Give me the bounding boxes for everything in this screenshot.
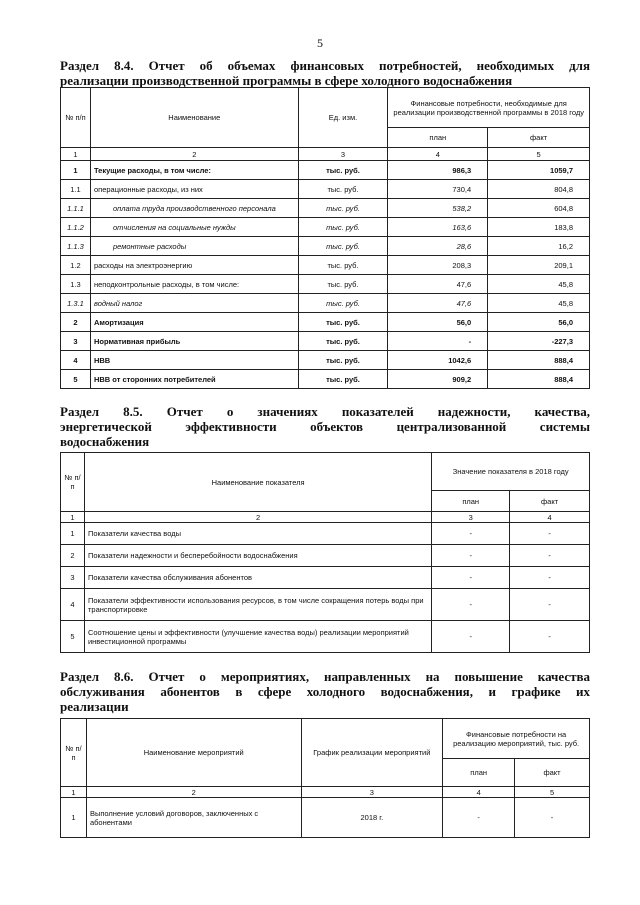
row-schedule: 2018 г. bbox=[301, 798, 443, 838]
table-row bbox=[61, 294, 590, 313]
row-num: 1.1 bbox=[61, 180, 91, 199]
row-fact: 45,8 bbox=[488, 294, 590, 313]
row-num: 2 bbox=[61, 545, 85, 567]
index-cell: 4 bbox=[443, 787, 515, 798]
index-cell: 4 bbox=[510, 512, 590, 523]
row-unit: тыс. руб. bbox=[298, 370, 388, 389]
row-name: НВВ bbox=[90, 351, 298, 370]
row-unit: тыс. руб. bbox=[298, 180, 388, 199]
row-num: 3 bbox=[61, 567, 85, 589]
index-cell: 5 bbox=[488, 148, 590, 161]
index-cell: 1 bbox=[61, 787, 87, 798]
row-fact: - bbox=[510, 589, 590, 621]
row-fact: 183,8 bbox=[488, 218, 590, 237]
row-fact: 604,8 bbox=[488, 199, 590, 218]
table-row bbox=[61, 313, 590, 332]
row-unit: тыс. руб. bbox=[298, 161, 388, 180]
row-unit: тыс. руб. bbox=[298, 313, 388, 332]
row-fact: 45,8 bbox=[488, 275, 590, 294]
row-unit: тыс. руб. bbox=[298, 332, 388, 351]
row-name: операционные расходы, из них bbox=[90, 180, 298, 199]
index-cell: 2 bbox=[86, 787, 301, 798]
row-unit: тыс. руб. bbox=[298, 351, 388, 370]
row-num: 5 bbox=[61, 621, 85, 653]
row-plan: - bbox=[432, 589, 510, 621]
row-num: 3 bbox=[61, 332, 91, 351]
row-fact: 56,0 bbox=[488, 313, 590, 332]
table-row bbox=[61, 218, 590, 237]
section-8-5-title bbox=[60, 404, 590, 449]
row-name: водный налог bbox=[90, 294, 298, 313]
row-name: отчисления на социальные нужды bbox=[90, 218, 298, 237]
column-index-row bbox=[61, 512, 590, 523]
col-fact-header: факт bbox=[510, 491, 590, 512]
row-unit: тыс. руб. bbox=[298, 218, 388, 237]
row-plan: 1042,6 bbox=[388, 351, 488, 370]
section-8-6-title-line1: Раздел 8.6. Отчет о мероприятиях, направленных на повышение качества bbox=[60, 669, 590, 684]
row-name: Показатели качества воды bbox=[84, 523, 431, 545]
row-plan: - bbox=[432, 545, 510, 567]
col-schedule-header: График реализации мероприятий bbox=[301, 719, 443, 787]
row-fact: 804,8 bbox=[488, 180, 590, 199]
table-row bbox=[61, 370, 590, 389]
index-cell: 3 bbox=[432, 512, 510, 523]
row-num: 1.1.3 bbox=[61, 237, 91, 256]
col-name-header: Наименование показателя bbox=[84, 453, 431, 512]
row-plan: - bbox=[432, 567, 510, 589]
table-row bbox=[61, 523, 590, 545]
table-row bbox=[61, 621, 590, 653]
row-plan: - bbox=[388, 332, 488, 351]
table-row bbox=[61, 589, 590, 621]
table-row bbox=[61, 237, 590, 256]
section-8-4-title bbox=[60, 58, 590, 88]
row-unit: тыс. руб. bbox=[298, 237, 388, 256]
table-row bbox=[61, 180, 590, 199]
row-fact: - bbox=[510, 567, 590, 589]
row-plan: - bbox=[432, 523, 510, 545]
table-row bbox=[61, 199, 590, 218]
section-8-6-title-line3: реализации bbox=[60, 699, 129, 714]
col-value-header: Значение показателя в 2018 году bbox=[432, 453, 590, 491]
page-number: 5 bbox=[317, 36, 323, 50]
row-name: НВВ от сторонних потребителей bbox=[90, 370, 298, 389]
row-name: Нормативная прибыль bbox=[90, 332, 298, 351]
table-row bbox=[61, 161, 590, 180]
table-row bbox=[61, 275, 590, 294]
row-num: 2 bbox=[61, 313, 91, 332]
row-name: Показатели надежности и бесперебойности водоснабжения bbox=[84, 545, 431, 567]
col-fin-header: Финансовые потребности на реализацию мероприятий, тыс. руб. bbox=[443, 719, 590, 759]
table-row bbox=[61, 567, 590, 589]
index-cell: 1 bbox=[61, 148, 91, 161]
row-name: Показатели эффективности использования ресурсов, в том числе сокращения потерь воды при транспортировке bbox=[84, 589, 431, 621]
section-8-4-title-line2: реализации производственной программы в сфере холодного водоснабжения bbox=[60, 73, 513, 88]
table-row bbox=[61, 351, 590, 370]
row-plan: 730,4 bbox=[388, 180, 488, 199]
col-unit-header: Ед. изм. bbox=[298, 88, 388, 148]
row-num: 5 bbox=[61, 370, 91, 389]
financial-needs-table bbox=[60, 87, 590, 389]
index-cell: 3 bbox=[301, 787, 443, 798]
row-name: Показатели качества обслуживания абонентов bbox=[84, 567, 431, 589]
row-num: 1 bbox=[61, 523, 85, 545]
section-8-4-title-line1: Раздел 8.4. Отчет об объемах финансовых потребностей, необходимых для bbox=[60, 58, 590, 73]
index-cell: 2 bbox=[90, 148, 298, 161]
row-num: 1.3 bbox=[61, 275, 91, 294]
column-index-row bbox=[61, 787, 590, 798]
index-cell: 5 bbox=[515, 787, 590, 798]
row-unit: тыс. руб. bbox=[298, 294, 388, 313]
row-fact: 209,1 bbox=[488, 256, 590, 275]
column-index-row bbox=[61, 148, 590, 161]
row-plan: 538,2 bbox=[388, 199, 488, 218]
col-plan-header: план bbox=[388, 128, 488, 148]
row-name: ремонтные расходы bbox=[90, 237, 298, 256]
row-num: 1.3.1 bbox=[61, 294, 91, 313]
index-cell: 1 bbox=[61, 512, 85, 523]
row-num: 4 bbox=[61, 589, 85, 621]
row-name: Амортизация bbox=[90, 313, 298, 332]
section-8-5-title-line3: водоснабжения bbox=[60, 434, 150, 449]
section-8-6-title bbox=[60, 669, 590, 714]
col-num-header: № п/п bbox=[61, 453, 85, 512]
row-plan: 208,3 bbox=[388, 256, 488, 275]
row-fact: - bbox=[510, 621, 590, 653]
table-row bbox=[61, 798, 590, 838]
table-row bbox=[61, 256, 590, 275]
row-num: 4 bbox=[61, 351, 91, 370]
col-num-header: № п/п bbox=[61, 719, 87, 787]
row-fact: -227,3 bbox=[488, 332, 590, 351]
index-cell: 2 bbox=[84, 512, 431, 523]
col-plan-header: план bbox=[443, 759, 515, 787]
row-fact: 888,4 bbox=[488, 370, 590, 389]
row-plan: 56,0 bbox=[388, 313, 488, 332]
row-unit: тыс. руб. bbox=[298, 199, 388, 218]
col-name-header: Наименование bbox=[90, 88, 298, 148]
col-fact-header: факт bbox=[515, 759, 590, 787]
row-name: Текущие расходы, в том числе: bbox=[90, 161, 298, 180]
col-fin-header: Финансовые потребности, необходимые для реализации производственной программы в 2018 году bbox=[388, 88, 590, 128]
row-plan: 47,6 bbox=[388, 294, 488, 313]
section-8-5-title-line1: Раздел 8.5. Отчет о значениях показателей надежности, качества, bbox=[60, 404, 590, 419]
row-name: Выполнение условий договоров, заключенных с абонентами bbox=[86, 798, 301, 838]
section-8-6-title-line2: обслуживания абонентов в сфере холодного водоснабжения, и графике их bbox=[60, 684, 590, 699]
measures-table bbox=[60, 718, 590, 838]
row-plan: 47,6 bbox=[388, 275, 488, 294]
row-plan: 909,2 bbox=[388, 370, 488, 389]
row-num: 1.1.1 bbox=[61, 199, 91, 218]
row-fact: - bbox=[510, 545, 590, 567]
col-fact-header: факт bbox=[488, 128, 590, 148]
row-name: неподконтрольные расходы, в том числе: bbox=[90, 275, 298, 294]
index-cell: 3 bbox=[298, 148, 388, 161]
table-row bbox=[61, 332, 590, 351]
row-fact: - bbox=[515, 798, 590, 838]
row-num: 1.1.2 bbox=[61, 218, 91, 237]
row-unit: тыс. руб. bbox=[298, 275, 388, 294]
row-name: оплата труда производственного персонала bbox=[90, 199, 298, 218]
index-cell: 4 bbox=[388, 148, 488, 161]
row-plan: 163,6 bbox=[388, 218, 488, 237]
row-plan: - bbox=[432, 621, 510, 653]
row-plan: - bbox=[443, 798, 515, 838]
row-num: 1.2 bbox=[61, 256, 91, 275]
row-fact: 16,2 bbox=[488, 237, 590, 256]
section-8-5-title-line2: энергетической эффективности объектов централизованной системы bbox=[60, 419, 590, 434]
row-num: 1 bbox=[61, 161, 91, 180]
col-plan-header: план bbox=[432, 491, 510, 512]
row-fact: 1059,7 bbox=[488, 161, 590, 180]
row-num: 1 bbox=[61, 798, 87, 838]
row-plan: 28,6 bbox=[388, 237, 488, 256]
col-name-header: Наименование мероприятий bbox=[86, 719, 301, 787]
row-fact: 888,4 bbox=[488, 351, 590, 370]
indicators-table bbox=[60, 452, 590, 653]
table-row bbox=[61, 545, 590, 567]
row-fact: - bbox=[510, 523, 590, 545]
row-name: расходы на электроэнергию bbox=[90, 256, 298, 275]
row-unit: тыс. руб. bbox=[298, 256, 388, 275]
col-num-header: № п/п bbox=[61, 88, 91, 148]
row-name: Соотношение цены и эффективности (улучшение качества воды) реализации мероприятий инвестиционной программы bbox=[84, 621, 431, 653]
row-plan: 986,3 bbox=[388, 161, 488, 180]
